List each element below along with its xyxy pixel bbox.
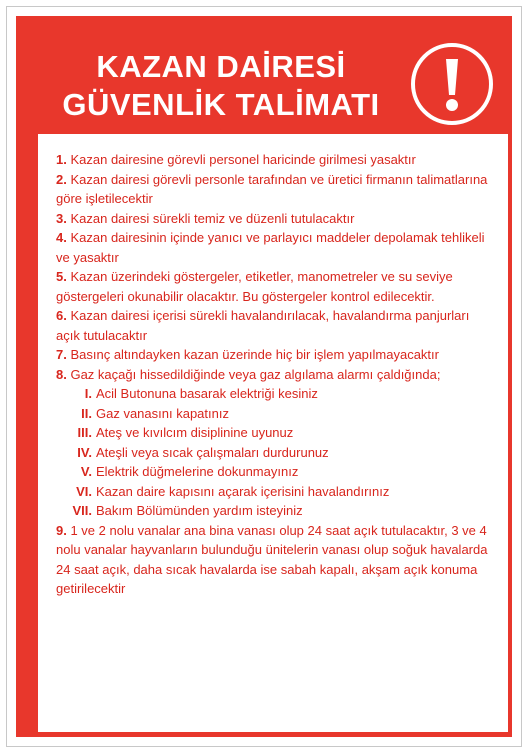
item-number: 4. [56,230,67,245]
item-number: 2. [56,171,67,187]
sign-title [56,48,386,124]
safety-sign [6,6,522,747]
item-number: 5. [56,269,67,284]
sub-item-text: Ateşli veya sıcak çalışmaları durdurunuz [96,444,329,460]
item-number: 9. [56,522,67,538]
sub-instruction-item [56,404,496,424]
instructions-list [56,150,496,599]
roman-numeral: II. [81,405,92,421]
item-number: 1. [56,152,67,167]
instruction-item [56,365,496,385]
instruction-item [56,209,496,229]
item-text: Kazan dairesinin içinde yanıcı ve parlayıcı maddeler depolamak tehlikeli ve yasaktır [56,230,485,265]
item-number: 3. [56,210,67,226]
sub-instruction-item [56,384,496,404]
item-number: 6. [56,308,67,323]
sub-item-text: Ateş ve kıvılcım disiplinine uyunuz [96,425,294,440]
sub-instruction-item [56,423,496,443]
title-line-1: KAZAN DAİRESİ [96,49,346,84]
item-text: Kazan dairesi sürekli temiz ve düzenli tutulacaktır [70,210,355,226]
item-number: 8. [56,366,67,382]
sub-item-text: Bakım Bölümünden yardım isteyiniz [96,503,303,518]
item-text: Basınç altındayken kazan üzerinde hiç bir işlem yapılmayacaktır [70,347,439,362]
roman-numeral: VI. [76,483,92,499]
item-text: Kazan dairesine görevli personel haricinde girilmesi yasaktır [70,152,416,167]
title-line-2: GÜVENLİK TALİMATI [62,87,380,122]
instruction-item [56,170,496,209]
item-text: Kazan dairesi içerisi sürekli havalandırılacak, havalandırma panjurları açık tutulacaktır [56,308,470,343]
item-text: 1 ve 2 nolu vanalar ana bina vanası olup 24 saat açık tutulacaktır, 3 ve 4 nolu vanalar hayvanların bulunduğu ünitelerin vanası olup soğuk havalarda 24 saat açık, daha sıcak havalarda ise sabah kapalı, akşam açık konuma getirilecektir [56,522,488,596]
roman-numeral: V. [80,464,92,479]
instruction-item [56,521,496,599]
exclamation-circle-icon [411,43,493,125]
roman-numeral: IV. [77,444,92,460]
sub-instruction-item [56,462,496,482]
roman-numeral: I. [84,386,92,401]
sub-item-text: Acil Butonuna basarak elektriği kesiniz [96,386,318,401]
instructions-panel [38,134,508,732]
item-text: Kazan dairesi görevli personle tarafından ve üretici firmanın talimatlarına göre işletilecektir [56,171,488,206]
instruction-item [56,267,496,306]
sub-instruction-item [56,482,496,502]
sub-instruction-item [56,443,496,463]
sign-red-background [16,16,512,737]
sub-item-text: Kazan daire kapısını açarak içerisini havalandırınız [96,483,390,499]
item-text: Gaz kaçağı hissedildiğinde veya gaz algılama alarmı çaldığında; [70,366,441,382]
sub-item-text: Elektrik düğmelerine dokunmayınız [96,464,299,479]
item-text: Kazan üzerindeki göstergeler, etiketler, manometreler ve su seviye göstergeleri okunabilir olacaktır. Bu göstergeler kontrol edilecektir. [56,269,453,304]
instruction-item [56,228,496,267]
instruction-item [56,345,496,365]
roman-numeral: VII. [72,503,92,518]
sub-instruction-item [56,501,496,521]
instruction-item [56,150,496,170]
item-number: 7. [56,347,67,362]
sub-item-text: Gaz vanasını kapatınız [96,405,229,421]
roman-numeral: III. [77,425,92,440]
instruction-item [56,306,496,345]
